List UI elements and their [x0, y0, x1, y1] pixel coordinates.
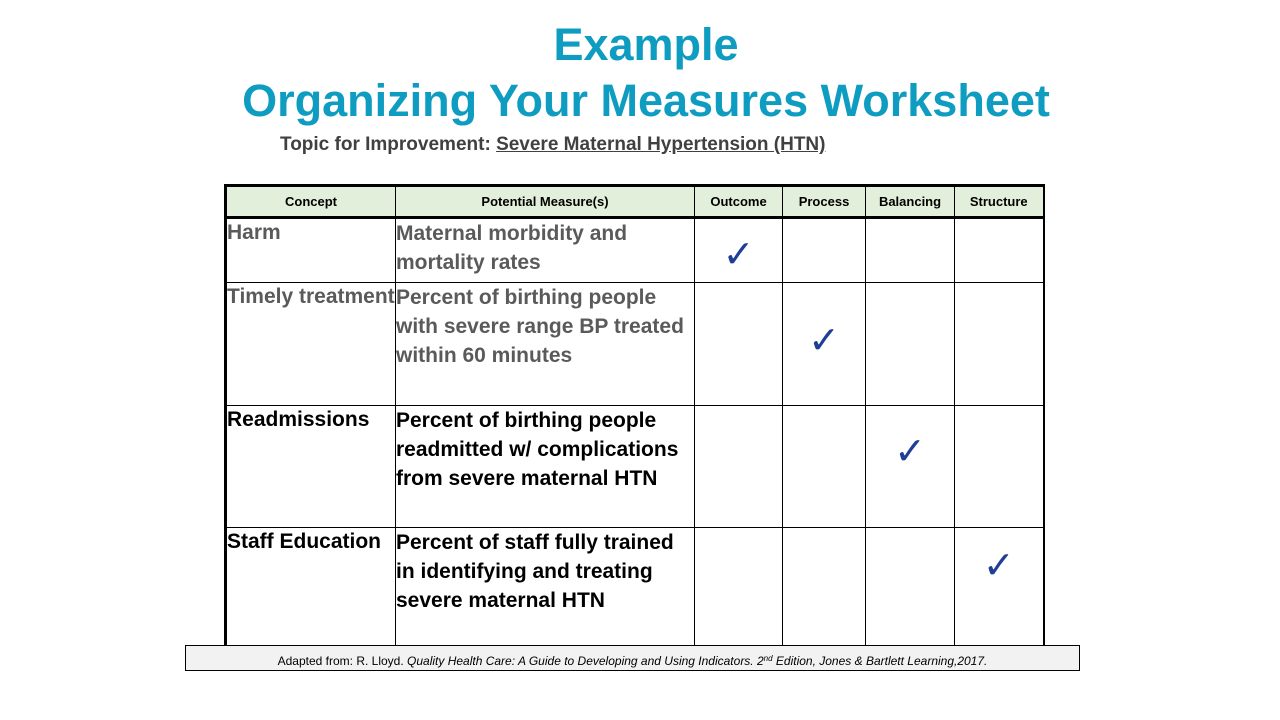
- header-concept: Concept: [226, 186, 396, 218]
- slide-title-line-1: Example: [553, 19, 739, 70]
- structure-cell: [955, 528, 1044, 646]
- measure-cell: Maternal morbidity and mortality rates: [396, 218, 695, 283]
- citation-prefix: Adapted from: R. Lloyd.: [277, 654, 408, 668]
- table-row: [226, 406, 1044, 528]
- header-potential-measures: Potential Measure(s): [396, 186, 695, 218]
- header-structure: Structure: [955, 186, 1044, 218]
- table-row: [226, 218, 1044, 283]
- outcome-cell: [695, 406, 783, 528]
- structure-cell: [955, 283, 1044, 406]
- check-mark-icon: ✓: [982, 543, 1015, 587]
- header-balancing: Balancing: [866, 186, 955, 218]
- topic-line: [280, 134, 825, 156]
- outcome-cell: [695, 283, 783, 406]
- citation-book-title: Quality Health Care: A Guide to Developing and Using Indicators. 2: [407, 654, 764, 668]
- structure-cell: [955, 406, 1044, 528]
- concept-cell: Readmissions: [226, 406, 396, 528]
- balancing-cell: [866, 528, 955, 646]
- check-mark-icon: ✓: [894, 429, 926, 473]
- concept-cell: Staff Education: [226, 528, 396, 646]
- table-header-row: [226, 186, 1044, 218]
- slide-title-line-2: Organizing Your Measures Worksheet: [242, 75, 1050, 126]
- citation-footer: [185, 645, 1080, 671]
- header-outcome: Outcome: [695, 186, 783, 218]
- check-mark-icon: ✓: [722, 232, 755, 276]
- process-cell: [783, 406, 866, 528]
- table-row: [226, 283, 1044, 406]
- balancing-cell: [866, 218, 955, 283]
- topic-label: Topic for Improvement:: [280, 134, 497, 155]
- topic-value: Severe Maternal Hypertension (HTN): [496, 134, 826, 155]
- measures-worksheet-table: [224, 184, 1045, 646]
- structure-cell: [955, 218, 1044, 283]
- outcome-cell: [695, 528, 783, 646]
- process-cell: [783, 283, 866, 406]
- check-mark-icon: ✓: [808, 318, 840, 362]
- citation-suffix: Edition, Jones & Bartlett Learning,2017.: [772, 654, 988, 668]
- concept-cell: Harm: [226, 218, 396, 283]
- measure-cell: Percent of birthing people readmitted w/ complications from severe maternal HTN: [396, 406, 695, 528]
- process-cell: [783, 218, 866, 283]
- process-cell: [783, 528, 866, 646]
- measure-cell: Percent of staff fully trained in identifying and treating severe maternal HTN: [396, 528, 695, 646]
- header-process: Process: [783, 186, 866, 218]
- balancing-cell: [866, 406, 955, 528]
- balancing-cell: [866, 283, 955, 406]
- table-row: [226, 528, 1044, 646]
- measure-cell: Percent of birthing people with severe range BP treated within 60 minutes: [396, 283, 695, 406]
- citation-edition-sup: nd: [763, 654, 773, 663]
- outcome-cell: [695, 218, 783, 283]
- concept-cell: Timely treatment: [226, 283, 396, 406]
